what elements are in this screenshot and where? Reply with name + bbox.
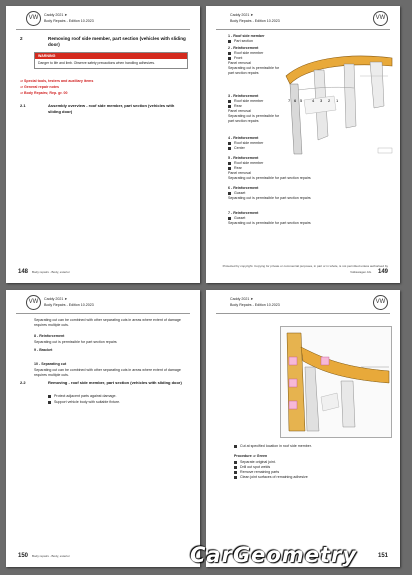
panel-label: Panel removal: [228, 109, 251, 113]
ref-line-2[interactable]: ⇒ General repair notes: [20, 85, 59, 89]
item-sub: Roof side member: [234, 99, 264, 103]
procedure-bullet-4: [234, 475, 389, 480]
page-header: [226, 295, 388, 311]
item-sub: Rear: [234, 166, 242, 170]
header-divider: [216, 313, 390, 314]
page-number: 148: [18, 269, 29, 275]
ref-line-3[interactable]: ⇒ Body Repairs; Rep. gr. 00: [20, 91, 68, 95]
item-1: [228, 34, 286, 44]
bullet-text: Clean joint surfaces of remaining adhesive: [240, 475, 308, 479]
item-note: Separating cut is permissible for part section repairs: [228, 221, 311, 225]
header-title: Body Repairs - Edition 10.2023: [230, 303, 280, 307]
item-note: Separating cut is permissible for part section repairs: [228, 114, 280, 123]
paragraph: Separating cut can be combined with other separating cuts in areas where extent of damage requires multiple cuts.: [34, 318, 181, 327]
item-10: 10 - Separating cut: [34, 362, 67, 366]
bullet-text: Support vehicle body with suitable fixture.: [54, 400, 121, 404]
subsection-title: Assembly overview - roof side member, part section (vehicles with sliding door): [48, 103, 175, 114]
item-note: Separating cut is permissible for part section repairs: [228, 176, 311, 180]
section-title: Removing roof side member, part section (vehicles with sliding door): [48, 36, 186, 47]
bullet-text: Separate original joint.: [240, 460, 276, 464]
header-model: Caddy 2021 ➤: [44, 13, 68, 17]
vw-logo-icon: VW: [26, 295, 41, 310]
item-sub: Roof side member: [234, 141, 264, 145]
bullet-1: [48, 394, 188, 399]
subsection-title: Removing - roof side member, part section (vehicles with sliding door): [48, 380, 182, 385]
item-num: 3 -: [228, 94, 233, 98]
item-title: Reinforcement: [233, 94, 259, 98]
panel-label: Panel removal: [228, 171, 251, 175]
item-sub: Rear: [234, 104, 242, 108]
item-title: Reinforcement: [233, 136, 259, 140]
vw-logo-icon: VW: [26, 11, 41, 26]
cut-location-illustration: [280, 326, 392, 438]
item-sub: Center: [234, 146, 245, 150]
document-page-150: [6, 290, 200, 567]
item-num: 7 -: [228, 211, 233, 215]
page-footer: [18, 269, 70, 275]
item-title: Reinforcement: [233, 186, 259, 190]
item-10-note: Separating cut can be combined with other separating cuts in areas where extent of damage requires multiple cuts.: [34, 368, 181, 377]
item-sub: Gusset: [234, 216, 246, 220]
document-page-148: [6, 6, 200, 283]
item-note: Separating cut is permissible for part section repairs: [228, 66, 280, 75]
section-number: 2: [20, 36, 23, 41]
footer-text: Protected by copyright. Copying for private or commercial purposes, in part or in whole, is not permitted unless authorised by Volkswagen AG.: [222, 264, 388, 274]
callout-2: 2: [328, 98, 331, 103]
page-header: [26, 11, 188, 27]
header-title: Body Repairs - Edition 10.2023: [44, 303, 94, 307]
item-num: 2 -: [228, 46, 233, 50]
item-2: [228, 46, 286, 76]
caption-text: Cut at specified location in roof side member.: [240, 444, 312, 448]
item-title: Reinforcement: [233, 46, 259, 50]
warning-label: WARNING: [35, 53, 187, 59]
callout-7: 7: [288, 98, 291, 103]
callout-5: 5: [300, 98, 303, 103]
header-divider: [16, 29, 190, 30]
item-note: Separating cut is permissible for part section repairs: [228, 196, 311, 200]
item-sub: Roof side member: [234, 51, 264, 55]
roof-side-member-illustration: [284, 36, 394, 156]
item-sub: Roof side member: [234, 161, 264, 165]
item-num: 4 -: [228, 136, 233, 140]
item-sub: Gusset: [234, 191, 246, 195]
page-number: 150: [18, 553, 29, 559]
page-header: [226, 11, 388, 27]
bullet-2: [48, 400, 188, 405]
vw-logo-icon: VW: [373, 295, 388, 310]
item-title: Reinforcement: [233, 211, 259, 215]
bullet-text: Drill out spot welds: [240, 465, 271, 469]
item-num: 5 -: [228, 156, 233, 160]
item-title: Roof side member: [233, 34, 265, 38]
callout-3: 3: [320, 98, 323, 103]
item-num: 6 -: [228, 186, 233, 190]
item-7: [228, 211, 393, 226]
bullet-text: Remove remaining parts: [240, 470, 280, 474]
item-sub: Front: [234, 56, 243, 60]
figure-caption: [234, 444, 389, 449]
item-4: [228, 136, 286, 151]
panel-label: Panel removal: [228, 61, 251, 65]
bullet-text: Protect adjacent parts against damage.: [54, 394, 117, 398]
header-divider: [216, 29, 390, 30]
header-model: Caddy 2021 ➤: [230, 297, 254, 301]
ref-line-1[interactable]: ⇒ Special tools, testers and auxiliary items: [20, 79, 94, 83]
item-title: Reinforcement: [233, 156, 259, 160]
page-footer: [206, 263, 388, 275]
page-number: 149: [377, 269, 388, 275]
callout-1: 1: [336, 98, 339, 103]
header-divider: [16, 313, 190, 314]
page-footer: [378, 553, 388, 559]
item-num: 1 -: [228, 34, 233, 38]
header-title: Body Repairs - Edition 10.2023: [230, 19, 280, 23]
header-title: Body Repairs - Edition 10.2023: [44, 19, 94, 23]
callout-6: 6: [294, 98, 297, 103]
item-6: [228, 186, 393, 201]
warning-box: [34, 52, 188, 69]
callout-4: 4: [312, 98, 315, 103]
page-number: 151: [377, 553, 388, 559]
document-page-149: [206, 6, 400, 283]
document-page-151: [206, 290, 400, 567]
watermark-logo: CarGeometry: [190, 543, 358, 567]
page-header: [26, 295, 188, 311]
item-9: 9 - Bracket: [34, 348, 53, 352]
subsection-number: 2.2: [20, 380, 26, 385]
item-8: 8 - Reinforcement: [34, 334, 65, 338]
vw-logo-icon: VW: [373, 11, 388, 26]
footer-text: Body repairs - Body, exterior: [32, 270, 70, 274]
item-5: [228, 156, 393, 181]
header-model: Caddy 2021 ➤: [230, 13, 254, 17]
procedure-title: Procedure ⇒ Green: [234, 454, 268, 458]
subsection-number: 2.1: [20, 103, 26, 108]
page-footer: [18, 553, 70, 559]
item-sub: Part section: [234, 39, 253, 43]
warning-text: Danger to life and limb. Observe safety precautions when handling adhesives.: [38, 61, 156, 65]
header-model: Caddy 2021 ➤: [44, 297, 68, 301]
item-8-note: Separating cut is permissible for part section repairs: [34, 340, 117, 344]
footer-text: Body repairs - Body, exterior: [32, 554, 70, 558]
item-3: [228, 94, 286, 124]
